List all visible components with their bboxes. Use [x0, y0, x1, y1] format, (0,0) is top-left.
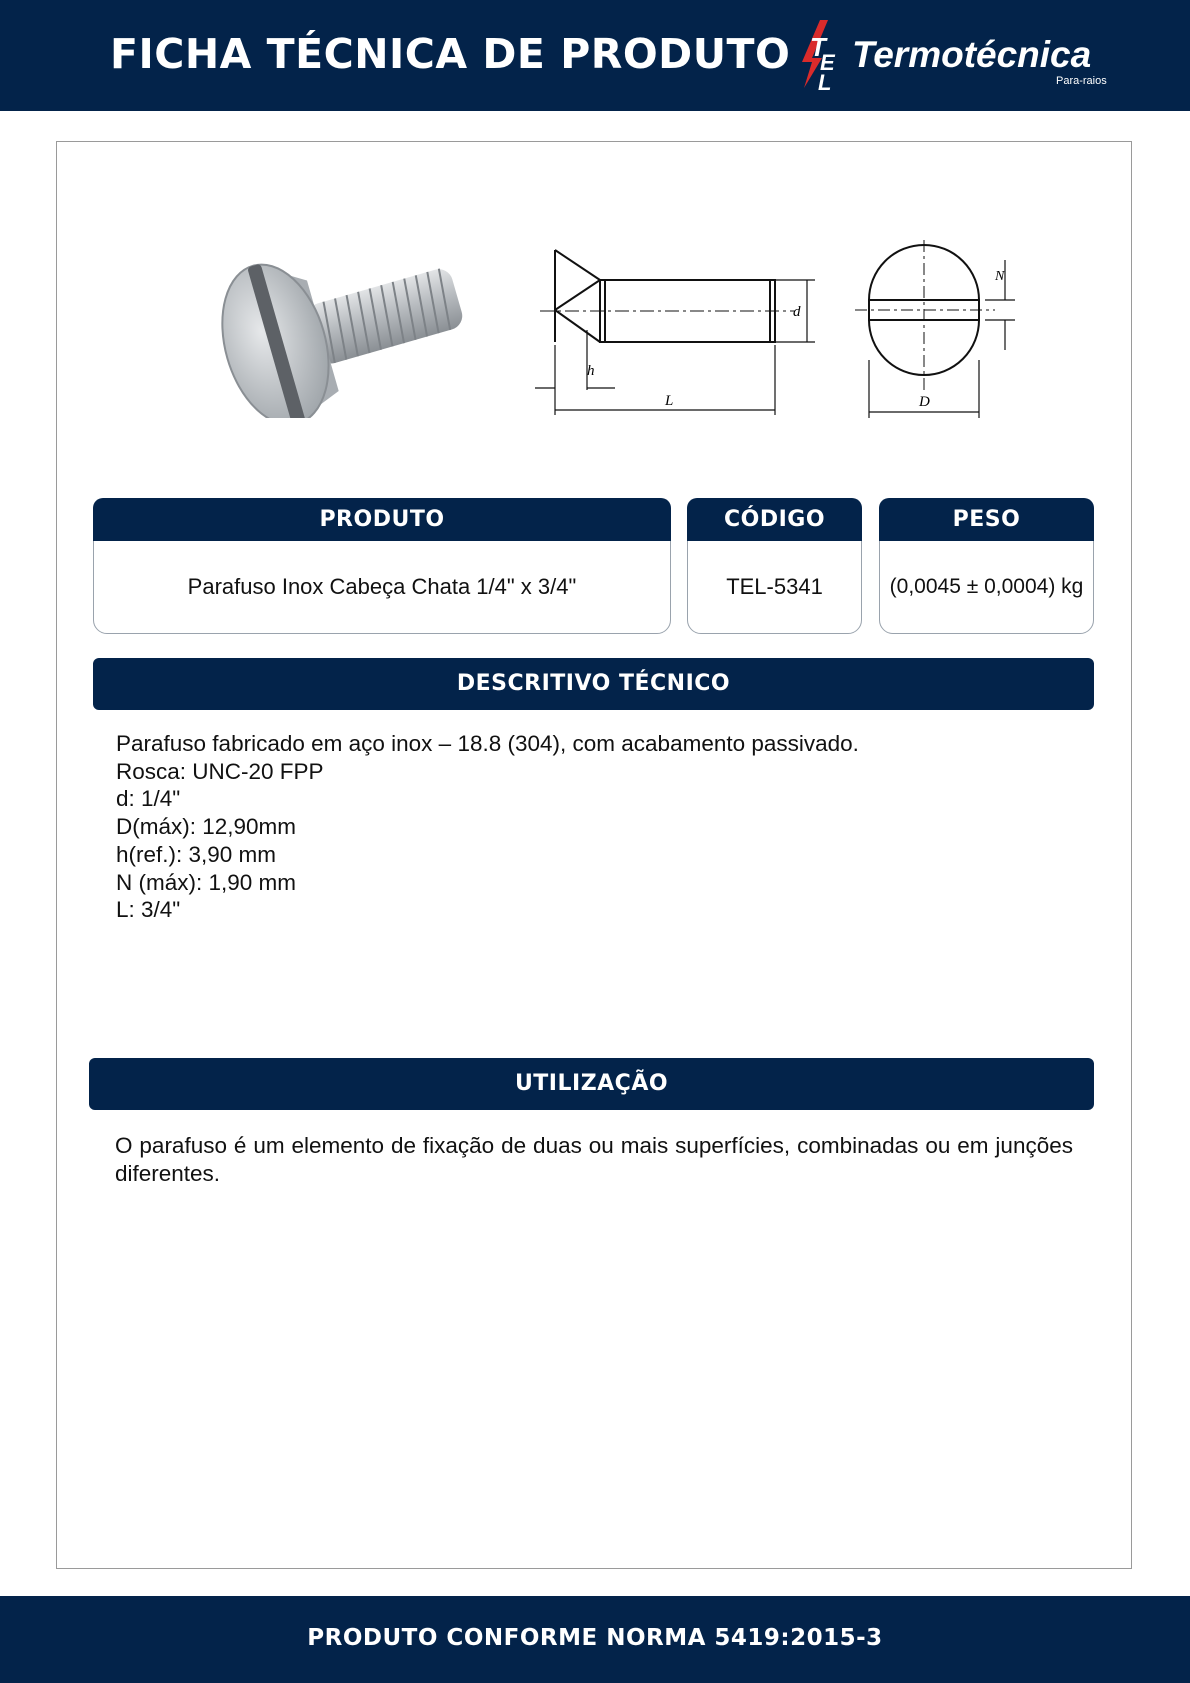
footer-norma: PRODUTO CONFORME NORMA 5419:2015-3: [307, 1625, 883, 1651]
descritivo-line: d: 1/4": [116, 786, 181, 812]
label-L: L: [665, 393, 674, 409]
produto-box: [93, 498, 671, 634]
descritivo-line: Rosca: UNC-20 FPP: [116, 758, 324, 784]
descritivo-line: N (máx): 1,90 mm: [116, 869, 297, 895]
svg-text:T: T: [810, 32, 826, 62]
header: [0, 0, 1190, 111]
utilizacao-text: O parafuso é um elemento de fixação de duas ou mais superfícies, combinadas ou em junções diferentes.: [115, 1133, 1073, 1186]
codigo-label: CÓDIGO: [687, 498, 862, 541]
produto-label: PRODUTO: [93, 498, 671, 541]
brand-subtitle: Para-raios: [1056, 75, 1107, 87]
descritivo-line: h(ref.): 3,90 mm: [116, 841, 277, 867]
codigo-value: TEL-5341: [726, 574, 823, 599]
descritivo-line: D(máx): 12,90mm: [116, 814, 297, 840]
screw-front-drawing: [855, 240, 1025, 420]
descritivo-heading: DESCRITIVO TÉCNICO: [93, 658, 1094, 710]
screw-photo-icon: [210, 228, 470, 418]
svg-text:E: E: [820, 50, 835, 75]
tel-logo-icon: [800, 18, 854, 96]
peso-value: (0,0045 ± 0,0004) kg: [889, 575, 1084, 598]
screw-side-drawing: [525, 240, 825, 420]
codigo-box: [687, 498, 862, 634]
peso-box: [879, 498, 1094, 634]
svg-text:L: L: [818, 70, 832, 95]
descritivo-list: [116, 730, 859, 924]
label-d: d: [793, 304, 801, 320]
descritivo-line: L: 3/4": [116, 897, 181, 923]
label-h: h: [587, 363, 595, 379]
brand-logo: [800, 18, 1120, 96]
utilizacao-heading: UTILIZAÇÃO: [89, 1058, 1094, 1110]
descritivo-line: Parafuso fabricado em aço inox – 18.8 (304), com acabamento passivado.: [116, 731, 859, 756]
label-D: D: [919, 394, 930, 410]
page-title: FICHA TÉCNICA DE PRODUTO: [110, 30, 791, 78]
label-N: N: [995, 269, 1005, 284]
peso-label: PESO: [879, 498, 1094, 541]
produto-value: Parafuso Inox Cabeça Chata 1/4" x 3/4": [187, 574, 577, 599]
brand-name: Termotécnica: [852, 34, 1092, 75]
footer: [0, 1596, 1190, 1683]
